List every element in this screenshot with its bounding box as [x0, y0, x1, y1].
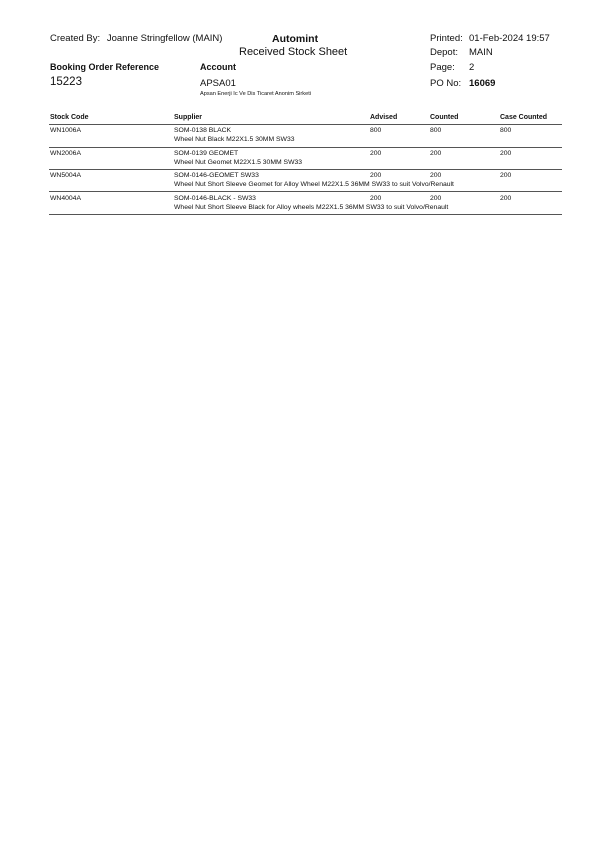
printed-label: Printed: [430, 33, 463, 44]
created-by-value: Joanne Stringfellow (MAIN) [106, 33, 223, 44]
row-divider [49, 147, 562, 148]
po-number: 16069 [469, 78, 496, 89]
row-supplier: SOM-0146-BLACK - SW33 [174, 195, 256, 202]
page-label: Page: [430, 62, 455, 73]
row-counted: 800 [430, 127, 442, 134]
row-case-counted: 200 [500, 195, 512, 202]
row-counted: 200 [430, 195, 442, 202]
row-stock-code: WN2006A [50, 150, 81, 157]
row-advised: 800 [370, 127, 382, 134]
page-number: 2 [469, 62, 475, 73]
sheet-title: Received Stock Sheet [239, 46, 348, 58]
printed-value: 01-Feb-2024 19:57 [469, 33, 550, 44]
depot-value: MAIN [469, 47, 493, 58]
row-case-counted: 800 [500, 127, 512, 134]
col-supplier: Supplier [174, 114, 203, 121]
booking-ref-label: Booking Order Reference [50, 62, 160, 72]
row-advised: 200 [370, 195, 382, 202]
row-supplier: SOM-0139 GEOMET [174, 150, 239, 157]
account-label: Account [200, 62, 236, 72]
row-stock-code: WN1006A [50, 127, 81, 134]
booking-ref-value: 15223 [50, 76, 82, 88]
col-advised: Advised [370, 114, 398, 121]
po-label: PO No: [430, 78, 462, 89]
company-name: Automint [272, 33, 319, 45]
row-divider [49, 169, 562, 170]
row-advised: 200 [370, 150, 382, 157]
created-by-label: Created By: [50, 33, 101, 44]
account-name: Apsan Enerji Ic Ve Dis Ticaret Anonim Sirketi [200, 91, 311, 97]
row-description: Wheel Nut Geomet M22X1.5 30MM SW33 [174, 159, 303, 166]
row-stock-code: WN5004A [50, 172, 81, 179]
row-divider [49, 214, 562, 215]
row-divider [49, 191, 562, 192]
account-code: APSA01 [200, 78, 236, 89]
row-description: Wheel Nut Black M22X1.5 30MM SW33 [174, 136, 295, 143]
col-counted: Counted [430, 114, 459, 121]
row-counted: 200 [430, 150, 442, 157]
created-by [50, 33, 222, 44]
col-stock-code: Stock Code [50, 114, 89, 121]
col-case-counted: Case Counted [500, 114, 548, 121]
row-case-counted: 200 [500, 150, 512, 157]
row-description: Wheel Nut Short Sleeve Geomet for Alloy Wheel M22X1.5 36MM SW33 to suit Volvo/Renault [174, 181, 454, 188]
row-case-counted: 200 [500, 172, 512, 179]
row-counted: 200 [430, 172, 442, 179]
row-supplier: SOM-0146-GEOMET SW33 [174, 172, 259, 179]
row-description: Wheel Nut Short Sleeve Black for Alloy wheels M22X1.5 36MM SW33 to suit Volvo/Renault [174, 204, 449, 211]
row-stock-code: WN4004A [50, 195, 81, 202]
depot-label: Depot: [430, 47, 458, 58]
row-advised: 200 [370, 172, 382, 179]
row-supplier: SOM-0138 BLACK [174, 127, 232, 134]
header-rule [49, 124, 562, 125]
